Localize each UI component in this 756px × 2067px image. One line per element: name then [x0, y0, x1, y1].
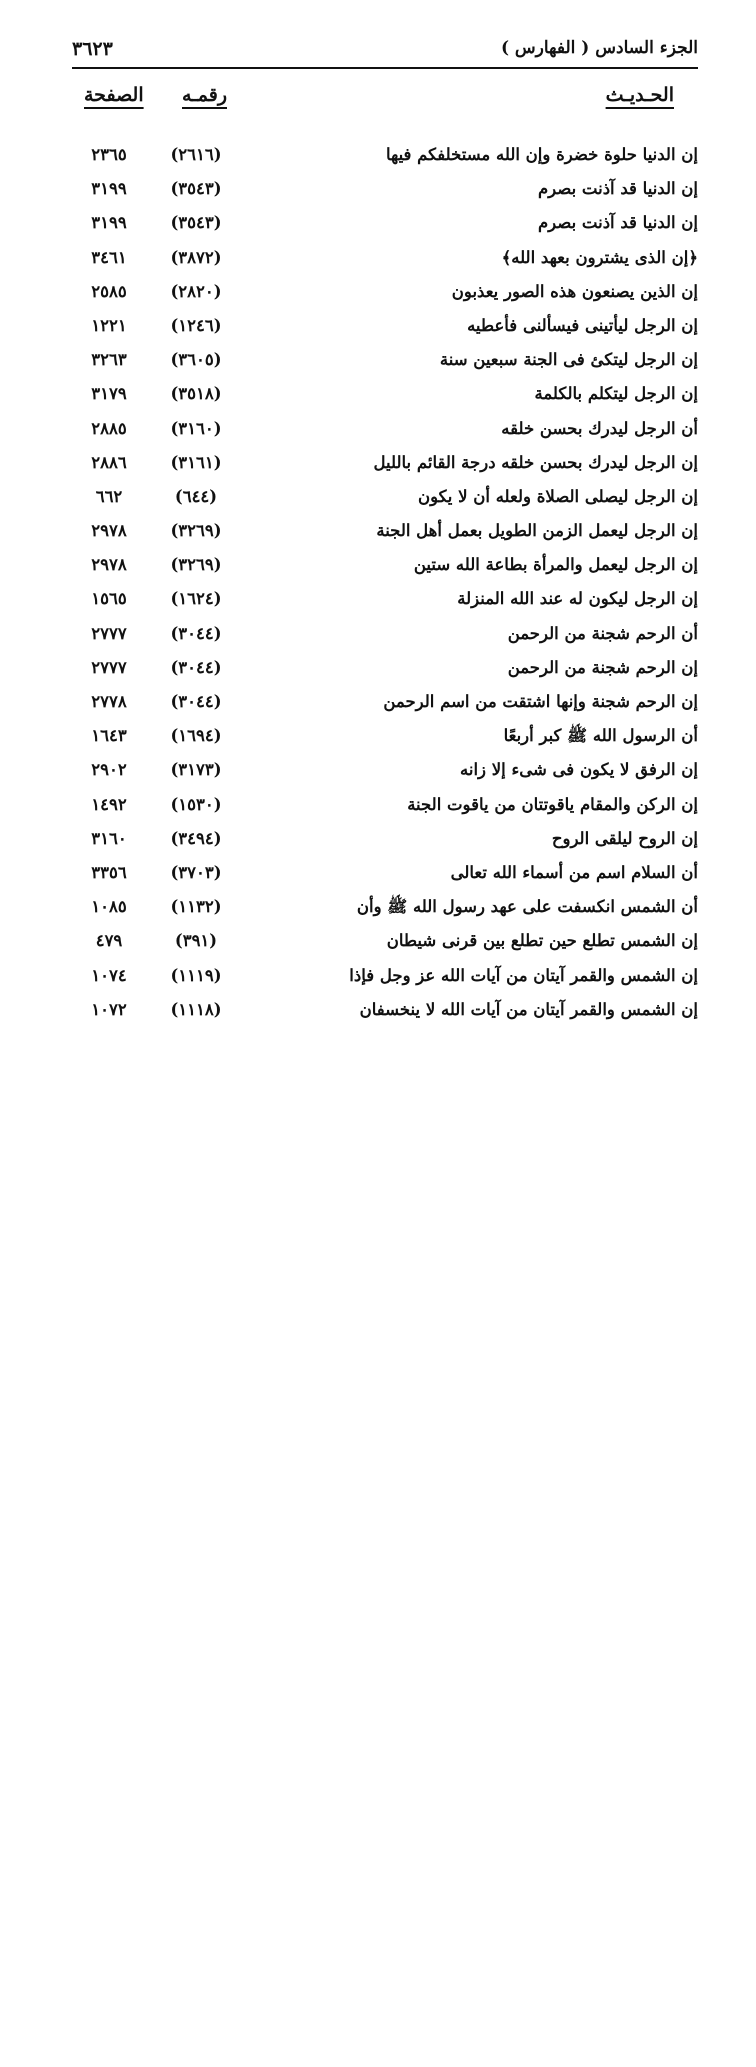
hadith-number: (٢٦١٦) [170, 145, 222, 164]
column-headers [72, 84, 698, 112]
hadith-number: (٣٩١) [174, 931, 218, 951]
hadith-text: إن الرجل ليأتينى فيسألنى فأعطيه [467, 315, 698, 335]
hadith-text: إن الدنيا حلوة خضرة وإن الله مستخلفكم فيها [385, 145, 698, 164]
page-reference: ٦٦٢ [95, 486, 123, 506]
hadith-number: (٣٢٦٩) [170, 555, 222, 575]
page-reference: ٣١٩٩ [91, 213, 127, 233]
table-row [72, 141, 698, 175]
hadith-text: إن الدنيا قد آذنت بصرم [537, 213, 698, 233]
page-reference: ٤٧٩ [95, 931, 123, 951]
hadith-text: إن الدنيا قد آذنت بصرم [537, 179, 698, 199]
page-reference: ٣٣٥٦ [91, 862, 127, 882]
table-row [72, 927, 698, 961]
table-row [72, 449, 698, 483]
table-row [72, 825, 698, 859]
column-header-number: رقمـه [182, 84, 227, 106]
hadith-number: (٢٨٢٠) [170, 281, 222, 301]
header-rule [72, 67, 698, 69]
table-row [72, 791, 698, 825]
table-row [72, 346, 698, 380]
page-reference: ٣١٧٩ [91, 384, 127, 404]
table-row [72, 209, 698, 243]
page-reference: ٢٥٨٥ [91, 281, 127, 301]
hadith-text: إن الرجل ليتكئ فى الجنة سبعين سنة [439, 350, 698, 370]
table-row [72, 278, 698, 312]
page-reference: ١٥٦٥ [91, 589, 127, 609]
table-row [72, 483, 698, 517]
table-row [72, 175, 698, 209]
hadith-number: (٣٠٤٤) [170, 623, 222, 643]
hadith-number: (١٥٣٠) [170, 794, 222, 814]
page-reference: ٢٧٧٨ [91, 692, 127, 711]
hadith-text: أن الرسول الله ﷺ كبر أربعًا [503, 726, 698, 746]
page-reference: ١٤٩٢ [91, 794, 127, 814]
hadith-number: (٣٥٤٣) [170, 179, 222, 199]
page-reference: ٣٤٦١ [91, 247, 127, 267]
hadith-number: (١٢٤٦) [170, 315, 222, 335]
hadith-number: (٣٠٤٤) [170, 692, 222, 711]
hadith-number: (٣٤٩٤) [170, 828, 222, 848]
page-reference: ١٠٨٥ [91, 897, 127, 917]
hadith-text: أن الشمس انكسفت على عهد رسول الله ﷺ وأن [356, 897, 698, 917]
hadith-text: إن الشمس والقمر آيتان من آيات الله عز وجل فإذا [349, 965, 698, 985]
hadith-text: إن الشمس والقمر آيتان من آيات الله لا ينخسفان [359, 999, 698, 1019]
table-row [72, 996, 698, 1030]
table-row [72, 962, 698, 996]
page-reference: ١٦٤٣ [91, 726, 127, 746]
running-title: الجزء السادس ( الفهارس ) [500, 38, 698, 58]
hadith-number: (١١١٨) [170, 999, 222, 1019]
hadith-number: (٣٧٠٣) [170, 862, 222, 882]
hadith-number: (٣١٦٠) [170, 418, 222, 438]
hadith-text: ﴿إن الذى يشترون بعهد الله﴾ [501, 247, 698, 267]
index-table [72, 141, 698, 1030]
table-row [72, 312, 698, 346]
hadith-text: إن الرجل ليتكلم بالكلمة [534, 384, 698, 404]
hadith-text: أن الرجل ليدرك بحسن خلقه [501, 418, 698, 438]
hadith-number: (٣١٦١) [170, 452, 222, 472]
table-row [72, 585, 698, 619]
hadith-text: أن السلام اسم من أسماء الله تعالى [450, 862, 698, 882]
hadith-text: إن الرفق لا يكون فى شىء إلا زانه [460, 760, 698, 780]
page-number: ٣٦٢٣ [72, 38, 113, 60]
page-reference: ٢٩٠٢ [91, 760, 127, 780]
hadith-number: (١٦٩٤) [170, 726, 222, 746]
page-reference: ٢٩٧٨ [91, 521, 127, 541]
table-row [72, 654, 698, 688]
table-row [72, 551, 698, 585]
page-reference: ١٢٢١ [91, 315, 127, 335]
page-reference: ٣١٦٠ [91, 828, 127, 848]
hadith-number: (٣٥٤٣) [170, 213, 222, 233]
table-row [72, 380, 698, 414]
table-row [72, 620, 698, 654]
hadith-number: (١١٣٢) [170, 897, 222, 917]
table-row [72, 893, 698, 927]
hadith-number: (٣٠٤٤) [170, 657, 222, 677]
page-reference: ٢٨٨٥ [91, 418, 127, 438]
hadith-number: (٣٥١٨) [170, 384, 222, 404]
column-header-page: الصفحة [84, 84, 144, 106]
page-reference: ٢٧٧٧ [91, 657, 127, 677]
hadith-number: (٣٨٧٢) [170, 247, 222, 267]
table-row [72, 756, 698, 790]
page-reference: ٣٢٦٣ [91, 350, 127, 370]
table-row [72, 517, 698, 551]
hadith-text: أن الرحم شجنة من الرحمن [507, 623, 698, 643]
hadith-text: إن الذين يصنعون هذه الصور يعذبون [451, 281, 698, 301]
column-header-hadith: الحـديـث [605, 84, 674, 106]
running-head [72, 38, 698, 64]
hadith-text: إن الرجل ليعمل والمرأة بطاعة الله ستين [413, 555, 698, 575]
page-reference: ٢٧٧٧ [91, 623, 127, 643]
table-row [72, 244, 698, 278]
hadith-text: إن الرجل ليدرك بحسن خلقه درجة القائم بالليل [373, 452, 698, 472]
hadith-text: إن الرجل ليصلى الصلاة ولعله أن لا يكون [418, 486, 698, 506]
page-reference: ٣١٩٩ [91, 179, 127, 199]
hadith-text: إن الروح ليلقى الروح [551, 828, 698, 848]
page-reference: ١٠٧٢ [91, 999, 127, 1019]
table-row [72, 415, 698, 449]
page-reference: ١٠٧٤ [91, 965, 127, 985]
table-row [72, 722, 698, 756]
page-reference: ٢٣٦٥ [91, 145, 127, 164]
hadith-text: إن الرجل ليكون له عند الله المنزلة [457, 589, 698, 609]
hadith-number: (١٦٢٤) [170, 589, 222, 609]
hadith-number: (٣٦٠٥) [170, 350, 222, 370]
hadith-text: إن الركن والمقام ياقوتتان من ياقوت الجنة [407, 794, 698, 814]
table-row [72, 859, 698, 893]
hadith-number: (٣١٧٣) [170, 760, 222, 780]
hadith-number: (٦٤٤) [174, 486, 218, 506]
page-reference: ٢٨٨٦ [91, 452, 127, 472]
page-reference: ٢٩٧٨ [91, 555, 127, 575]
hadith-text: إن الشمس تطلع حين تطلع بين قرنى شيطان [386, 931, 698, 951]
table-row [72, 688, 698, 722]
hadith-text: إن الرجل ليعمل الزمن الطويل بعمل أهل الجنة [376, 521, 698, 541]
hadith-text: إن الرحم شجنة وإنها اشتقت من اسم الرحمن [383, 692, 698, 711]
hadith-number: (١١١٩) [170, 965, 222, 985]
hadith-text: إن الرحم شجنة من الرحمن [507, 657, 698, 677]
hadith-number: (٣٢٦٩) [170, 521, 222, 541]
